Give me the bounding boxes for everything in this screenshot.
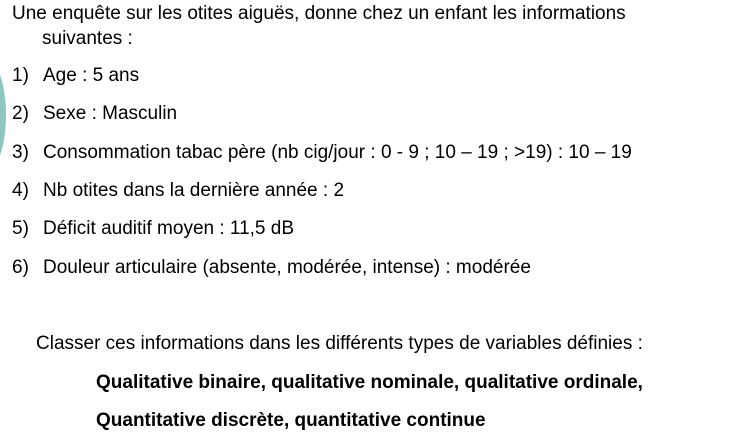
list-item-text: Sexe : Masculin bbox=[43, 103, 178, 124]
list-item-number: 1) bbox=[12, 65, 29, 86]
list-item-number: 5) bbox=[12, 218, 29, 239]
list-item-text: Douleur articulaire (absente, modérée, intense) : modérée bbox=[43, 257, 531, 278]
list-item-number: 2) bbox=[12, 103, 29, 124]
list-item bbox=[12, 256, 531, 280]
list-item bbox=[12, 217, 294, 241]
list-item-number: 3) bbox=[12, 142, 29, 163]
intro-paragraph bbox=[12, 1, 727, 51]
list-item bbox=[12, 141, 632, 165]
list-item-number: 6) bbox=[12, 257, 29, 278]
list-item-text: Déficit auditif moyen : 11,5 dB bbox=[43, 218, 294, 239]
list-item-number: 4) bbox=[12, 180, 29, 201]
intro-line-2: suivantes : bbox=[42, 28, 133, 49]
instruction-text: Classer ces informations dans les différents types de variables définies : bbox=[36, 333, 643, 354]
list-item-text: Consommation tabac père (nb cig/jour : 0 - 9 ; 10 – 19 ; >19) : 10 – 19 bbox=[43, 142, 632, 163]
variable-types-line-1: Qualitative binaire, qualitative nominale, qualitative ordinale, bbox=[96, 372, 643, 393]
decorative-arc bbox=[0, 55, 6, 175]
list-item bbox=[12, 179, 344, 203]
list-item-text: Age : 5 ans bbox=[43, 65, 140, 86]
list-item-text: Nb otites dans la dernière année : 2 bbox=[43, 180, 345, 201]
list-item bbox=[12, 102, 177, 126]
list-item bbox=[12, 64, 139, 88]
variable-types-line-2: Quantitative discrète, quantitative continue bbox=[96, 410, 486, 431]
intro-line-1: Une enquête sur les otites aiguës, donne chez un enfant les informations bbox=[12, 3, 626, 24]
